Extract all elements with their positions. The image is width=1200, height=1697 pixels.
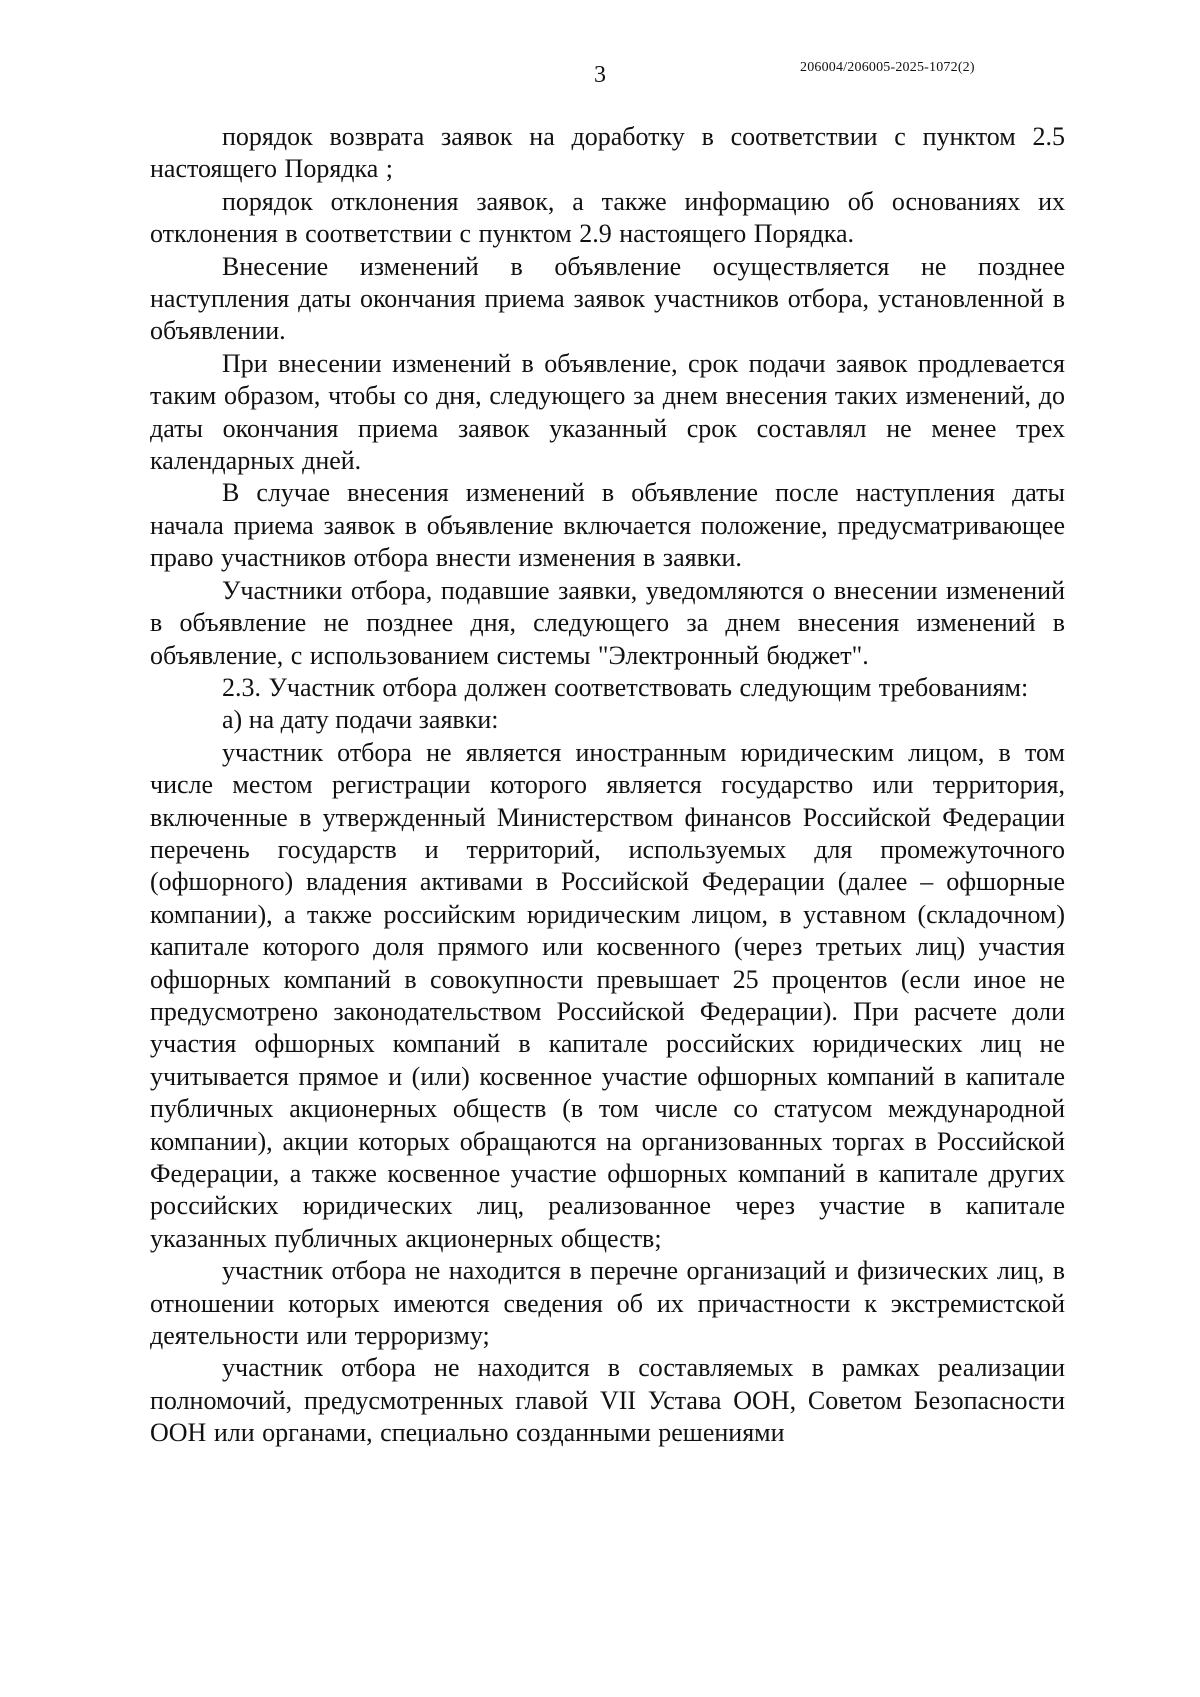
paragraph-changes-after-start: В случае внесения изменений в объявление после наступления даты начала приема заявок в объявление включается положение, предусматривающее право участников отбора внести изменения в заявки. xyxy=(150,478,1065,573)
page-number: 3 xyxy=(594,62,606,88)
paragraph-subpoint-a: а) на дату подачи заявки: xyxy=(222,705,499,735)
paragraph-un-lists: участник отбора не находится в составляемых в рамках реализации полномочий, предусмотренных главой VII Устава ООН, Советом Безопасности ООН или органами, специально созданными решениями xyxy=(150,1353,1065,1448)
document-id: 206004/206005-2025-1072(2) xyxy=(800,60,975,75)
document-body xyxy=(150,121,1065,1450)
paragraph-rejection-procedure: порядок отклонения заявок, а также информацию об основаниях их отклонения в соответствии с пунктом 2.9 настоящего Порядка. xyxy=(150,186,1065,249)
paragraph-announcement-changes: Внесение изменений в объявление осуществляется не позднее наступления даты окончания приема заявок участников отбора, установленной в объявлении. xyxy=(150,251,1065,346)
paragraph-deadline-extension: При внесении изменений в объявление, срок подачи заявок продлевается таким образом, чтобы со дня, следующего за днем внесения таких изменений, до даты окончания приема заявок указанный срок составлял не менее трех календарных дней. xyxy=(150,348,1065,476)
paragraph-return-procedure: порядок возврата заявок на доработку в соответствии с пунктом 2.5 настоящего Порядка ; xyxy=(150,122,1065,184)
paragraph-offshore-requirement: участник отбора не является иностранным юридическим лицом, в том числе местом регистрации которого является государство или территория, включенные в утвержденный Министерством финансов Российской Федерации перечень государств и территорий, используемых для промежуточного (офшорного) владения активами в Российской Федерации (далее – офшорные компании), а также российским юридическим лицом, в уставном (складочном) капитале которого доля прямого или косвенного (через третьих лиц) участия офшорных компаний в совокупности превышает 25 процентов (если иное не предусмотрено законодательством Российской Федерации). При расчете доли участия офшорных компаний в капитале российских юридических лиц не учитывается прямое и (или) косвенное участие офшорных компаний в капитале публичных акционерных обществ (в том числе со статусом международной компании), акции которых обращаются на организованных торгах в Российской Федерации, а также косвенное участие офшорных компаний в капитале других российских юридических лиц, реализованное через участие в капитале указанных публичных акционерных обществ; xyxy=(150,737,1065,1253)
paragraph-extremism-list: участник отбора не находится в перечне организаций и физических лиц, в отношении которых имеются сведения об их причастности к экстремистской деятельности или терроризму; xyxy=(150,1256,1065,1351)
paragraph-section-2-3: 2.3. Участник отбора должен соответствовать следующим требованиям: xyxy=(222,672,1029,702)
paragraph-participant-notification: Участники отбора, подавшие заявки, уведомляются о внесении изменений в объявление не позднее дня, следующего за днем внесения изменений в объявление, с использованием системы "Электронный бюджет". xyxy=(150,575,1065,670)
